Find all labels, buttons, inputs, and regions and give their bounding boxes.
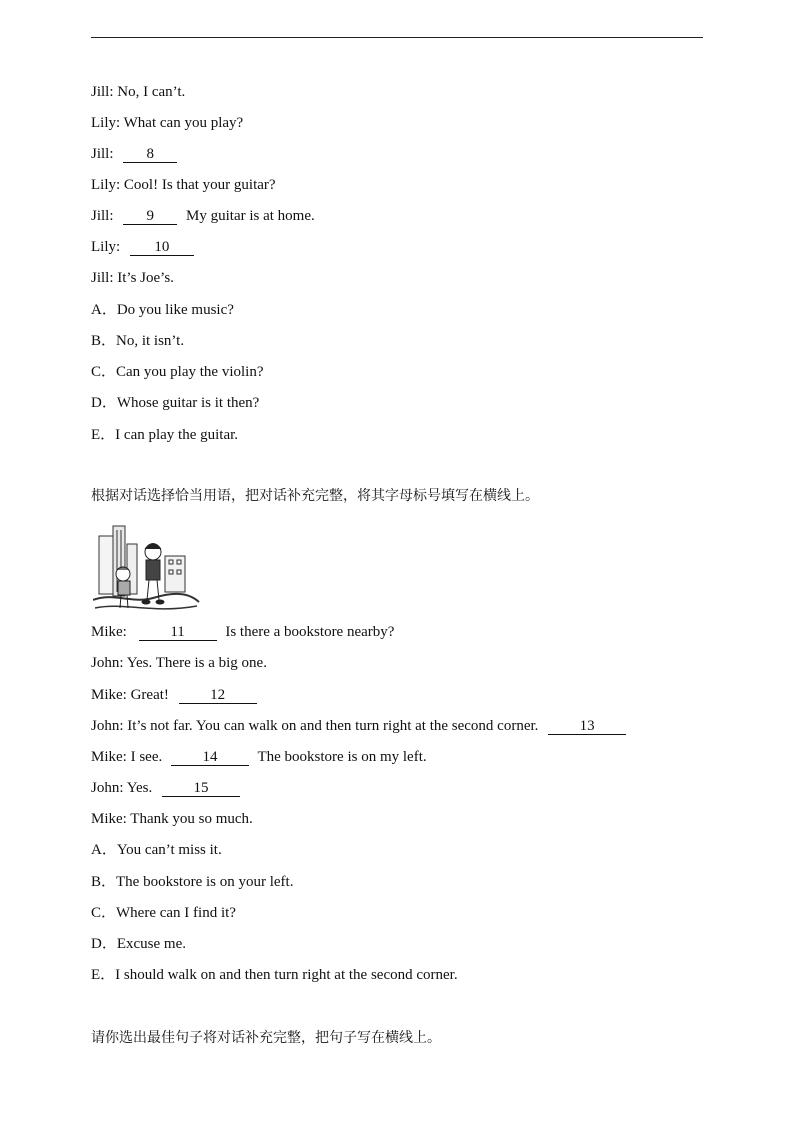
dialog2-line-1 (91, 623, 394, 641)
dialog2-line-3 (91, 686, 259, 704)
speaker: John: Yes. (91, 780, 153, 796)
line-text: The bookstore is on my left. (257, 749, 427, 765)
dialog1-line-2: Lily: What can you play? (91, 115, 244, 131)
option-item: B．No, it isn’t. (91, 333, 185, 349)
speaker: Jill: (91, 208, 114, 224)
dialog1-line-5 (91, 207, 315, 225)
answer-blank-12[interactable]: 12 (179, 687, 257, 704)
dialog1-line-6 (91, 238, 196, 256)
option-item: E．I should walk on and then turn right at the second corner. (91, 967, 458, 983)
answer-blank-8[interactable]: 8 (123, 146, 177, 163)
answer-blank-15[interactable]: 15 (162, 780, 240, 797)
speaker: Mike: Great! (91, 687, 169, 703)
answer-blank-13[interactable]: 13 (548, 718, 626, 735)
header-rule (91, 37, 703, 38)
speaker: Jill: (91, 146, 114, 162)
option-item: C．Where can I find it? (91, 905, 236, 921)
dialog2-line-2: John: Yes. There is a big one. (91, 655, 267, 671)
dialog1-line-1: Jill: No, I can’t. (91, 84, 186, 100)
instruction-text: 根据对话选择恰当用语，把对话补充完整，将其字母标号填写在横线上。 (91, 488, 539, 504)
option-item: D．Whose guitar is it then? (91, 395, 260, 411)
option-item: A．You can’t miss it. (91, 842, 222, 858)
answer-blank-14[interactable]: 14 (171, 749, 249, 766)
option-item: B．The bookstore is on your left. (91, 874, 294, 890)
dialog1-line-7: Jill: It’s Joe’s. (91, 270, 174, 286)
dialog2-line-4 (91, 717, 628, 735)
option-item: E．I can play the guitar. (91, 427, 239, 443)
option-item: C．Can you play the violin? (91, 364, 264, 380)
line-text: My guitar is at home. (186, 208, 315, 224)
speaker: Mike: (91, 624, 127, 640)
dialog1-line-4: Lily: Cool! Is that your guitar? (91, 177, 276, 193)
dialog2-line-7: Mike: Thank you so much. (91, 811, 253, 827)
speaker: Mike: I see. (91, 749, 163, 765)
dialog1-line-3 (91, 145, 179, 163)
speaker: Lily: (91, 239, 121, 255)
answer-blank-11[interactable]: 11 (139, 624, 217, 641)
line-text: John: It’s not far. You can walk on and then turn right at the second corner. (91, 718, 539, 734)
answer-blank-9[interactable]: 9 (123, 208, 177, 225)
city-street-illustration (93, 522, 201, 615)
instruction-text: 请你选出最佳句子将对话补充完整，把句子写在横线上。 (91, 1030, 441, 1046)
answer-blank-10[interactable]: 10 (130, 239, 194, 256)
line-text: Is there a bookstore nearby? (225, 624, 395, 640)
option-item: D．Excuse me. (91, 936, 186, 952)
dialog2-line-5 (91, 748, 427, 766)
dialog2-line-6 (91, 779, 242, 797)
option-item: A．Do you like music? (91, 302, 234, 318)
